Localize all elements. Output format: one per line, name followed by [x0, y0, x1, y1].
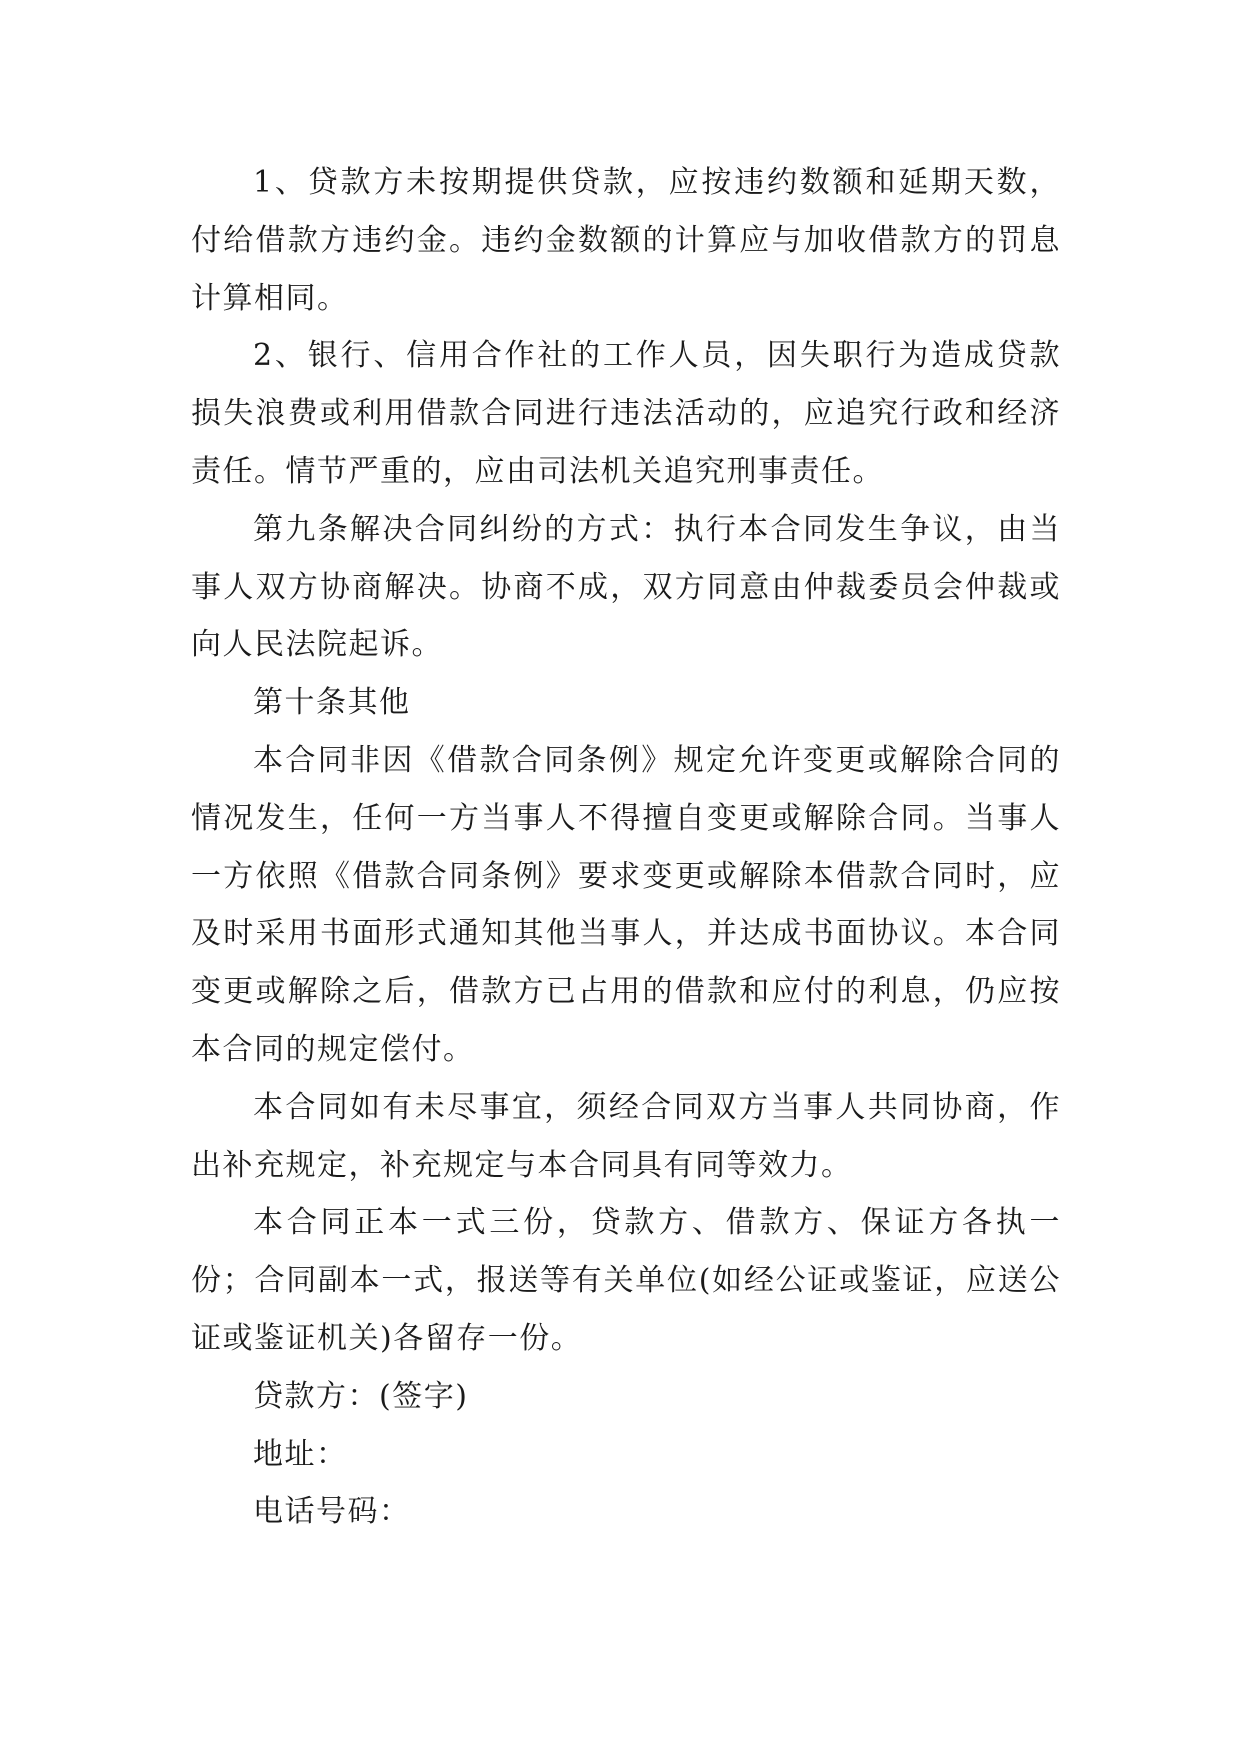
- document-body: [191, 154, 1061, 1541]
- signature-address: 地址：: [253, 1436, 348, 1472]
- paragraph-lender-default-penalty: 1、贷款方未按期提供贷款，应按违约数额和延期天数，付给借款方违约金。违约金数额的计算应与加收借款方的罚息计算相同。: [191, 165, 1061, 316]
- paragraph-contract-modification: 本合同非因《借款合同条例》规定允许变更或解除合同的情况发生，任何一方当事人不得擅自变更或解除合同。当事人一方依照《借款合同条例》要求变更或解除本借款合同时，应及时采用书面形式通知其他当事人，并达成书面协议。本合同变更或解除之后，借款方已占用的借款和应付的利息，仍应按本合同的规定偿付。: [191, 742, 1061, 1067]
- signature-phone: 电话号码：: [253, 1494, 411, 1530]
- paragraph-article-10-heading: 第十条其他: [253, 685, 411, 721]
- paragraph-copies: 本合同正本一式三份，贷款方、借款方、保证方各执一份；合同副本一式，报送等有关单位(如经公证或鉴证，应送公证或鉴证机关)各留存一份。: [191, 1205, 1061, 1356]
- paragraph-article-9-dispute: 第九条解决合同纠纷的方式：执行本合同发生争议，由当事人双方协商解决。协商不成，双方同意由仲裁委员会仲裁或向人民法院起诉。: [191, 511, 1061, 663]
- paragraph-supplementary-provisions: 本合同如有未尽事宜，须经合同双方当事人共同协商，作出补充规定，补充规定与本合同具有同等效力。: [191, 1089, 1061, 1183]
- signature-lender: 贷款方：(签字): [253, 1378, 469, 1414]
- paragraph-staff-liability: 2、银行、信用合作社的工作人员，因失职行为造成贷款损失浪费或利用借款合同进行违法活动的，应追究行政和经济责任。情节严重的，应由司法机关追究刑事责任。: [191, 338, 1061, 489]
